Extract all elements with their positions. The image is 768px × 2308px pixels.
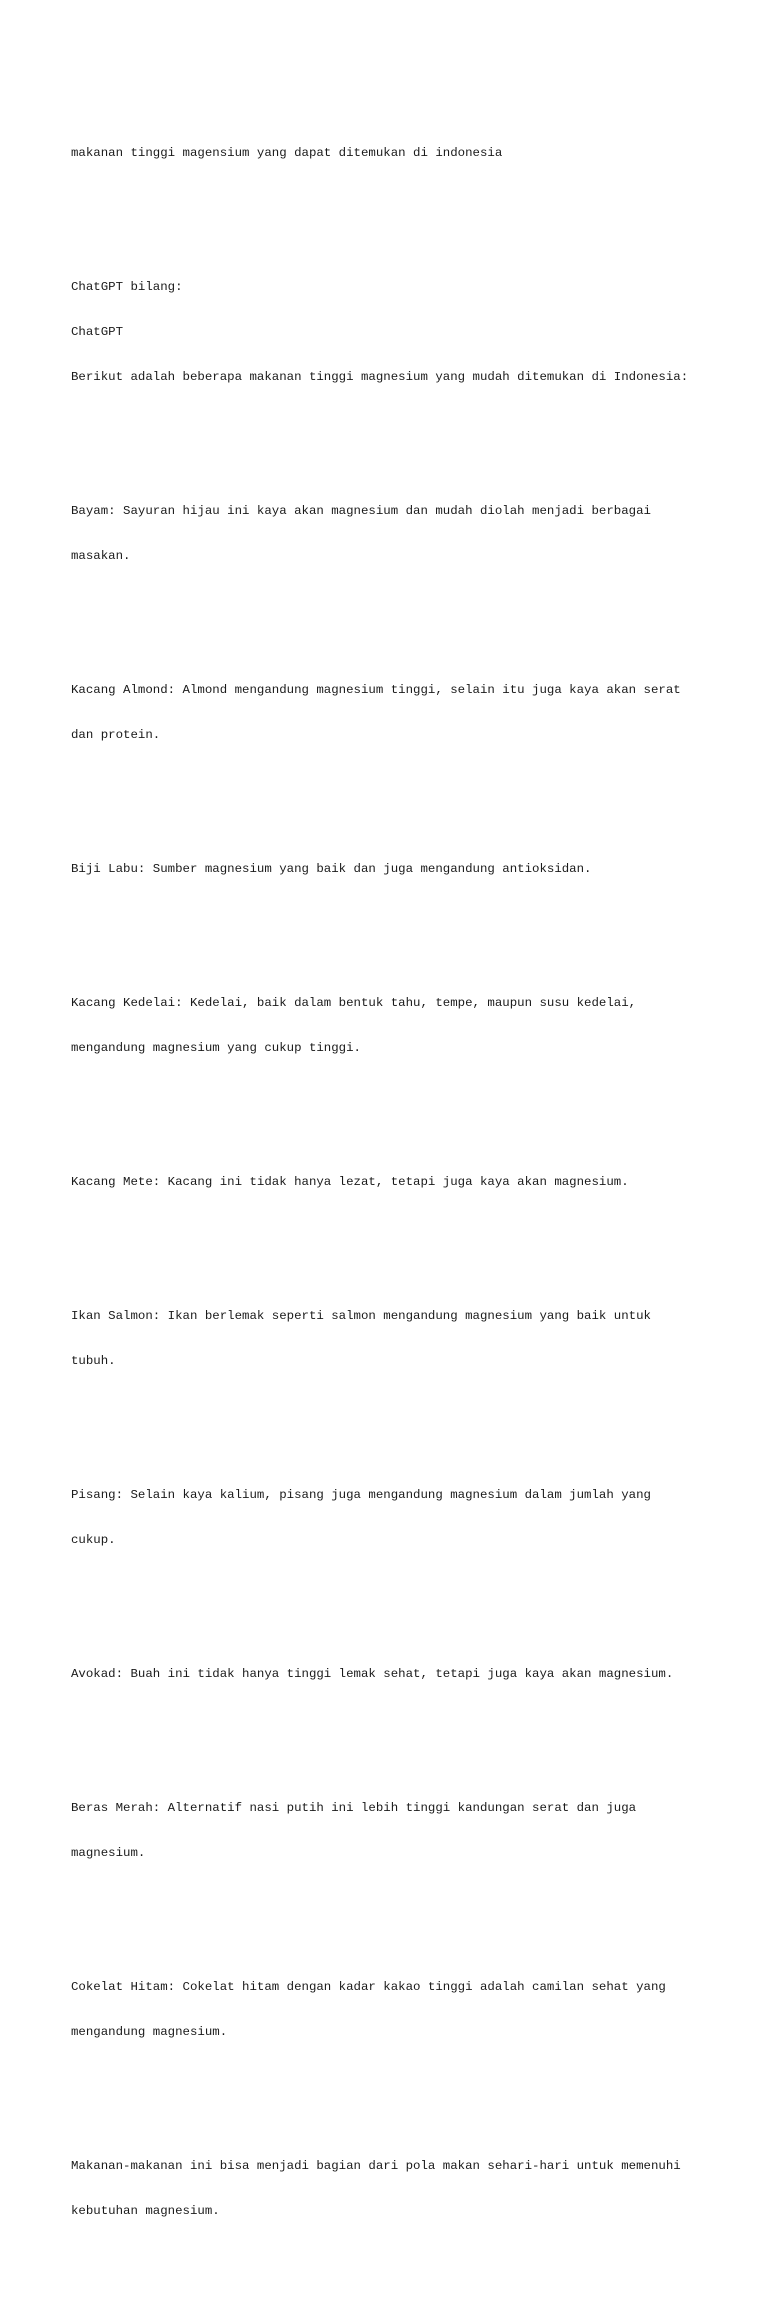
list-item-line: Kacang Mete: Kacang ini tidak hanya lezat, tetapi juga kaya akan magnesium.: [71, 1175, 629, 1189]
list-item: [71, 832, 711, 907]
speaker-line: ChatGPT bilang:: [71, 280, 183, 294]
question-paragraph: [71, 116, 711, 191]
list-item-line: masakan.: [71, 549, 131, 563]
speaker-name: ChatGPT: [71, 325, 124, 339]
list-item: [71, 1950, 711, 2070]
list-item: [71, 966, 711, 1086]
list-item-line: Ikan Salmon: Ikan berlemak seperti salmon mengandung magnesium yang baik untuk: [71, 1309, 651, 1323]
list-item: [71, 1637, 711, 1712]
closing-line: kebutuhan magnesium.: [71, 2204, 220, 2218]
list-item-line: dan protein.: [71, 728, 161, 742]
list-item-line: mengandung magnesium.: [71, 2025, 228, 2039]
list-item-line: Kacang Kedelai: Kedelai, baik dalam bentuk tahu, tempe, maupun susu kedelai,: [71, 996, 637, 1010]
list-item-line: Biji Labu: Sumber magnesium yang baik dan juga mengandung antioksidan.: [71, 862, 592, 876]
list-item: [71, 653, 711, 773]
list-item: [71, 1145, 711, 1220]
document-body: [71, 71, 711, 2308]
response-header: [71, 250, 711, 415]
list-item-line: tubuh.: [71, 1354, 116, 1368]
closing-line: Makanan-makanan ini bisa menjadi bagian dari pola makan sehari-hari untuk memenuhi: [71, 2159, 681, 2173]
list-item-line: Beras Merah: Alternatif nasi putih ini lebih tinggi kandungan serat dan juga: [71, 1801, 637, 1815]
list-item: [71, 1771, 711, 1891]
list-item-line: Avokad: Buah ini tidak hanya tinggi lemak sehat, tetapi juga kaya akan magnesium.: [71, 1667, 674, 1681]
list-item-line: cukup.: [71, 1533, 116, 1547]
closing-paragraph: [71, 2129, 711, 2249]
list-item-line: magnesium.: [71, 1846, 146, 1860]
intro-text: Berikut adalah beberapa makanan tinggi magnesium yang mudah ditemukan di Indonesia:: [71, 370, 689, 384]
list-item-line: Pisang: Selain kaya kalium, pisang juga mengandung magnesium dalam jumlah yang: [71, 1488, 651, 1502]
list-item: [71, 1279, 711, 1399]
list-item-line: Kacang Almond: Almond mengandung magnesium tinggi, selain itu juga kaya akan serat: [71, 683, 681, 697]
question-text: makanan tinggi magensium yang dapat ditemukan di indonesia: [71, 146, 503, 160]
list-item-line: Bayam: Sayuran hijau ini kaya akan magnesium dan mudah diolah menjadi berbagai: [71, 504, 651, 518]
list-item: [71, 1458, 711, 1578]
list-item-line: mengandung magnesium yang cukup tinggi.: [71, 1041, 361, 1055]
list-item-line: Cokelat Hitam: Cokelat hitam dengan kadar kakao tinggi adalah camilan sehat yang: [71, 1980, 666, 1994]
list-item: [71, 474, 711, 594]
